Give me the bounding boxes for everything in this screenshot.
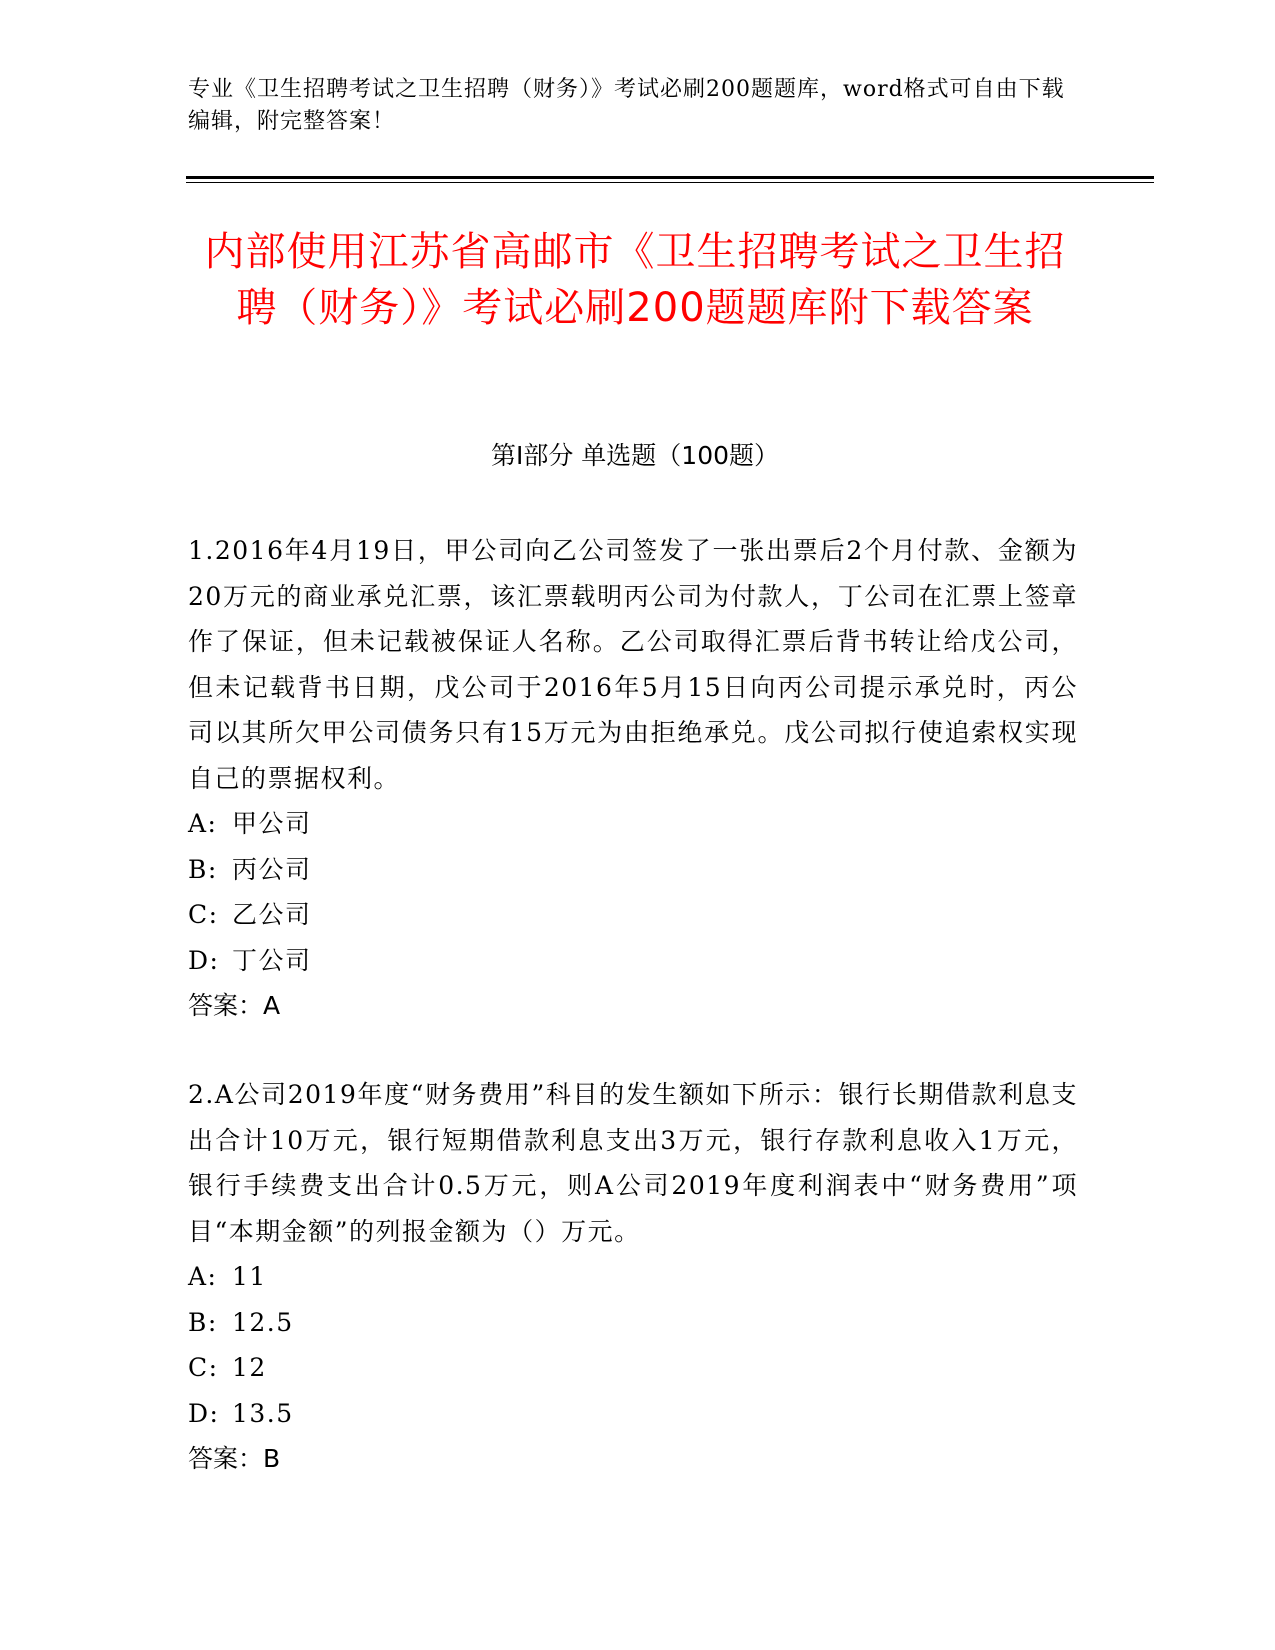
question-stem: 2.A公司2019年度“财务费用”科目的发生额如下所示：银行长期借款利息支出合计10万元，银行短期借款利息支出3万元，银行存款利息收入1万元，银行手续费支出合计0.5万元，则A公司2019年度利润表中“财务费用”项目“本期金额”的列报金额为（）万元。	[188, 1080, 1078, 1246]
option-text: 甲公司	[232, 809, 312, 838]
option-text: 12	[232, 1353, 267, 1382]
header-note: 专业《卫生招聘考试之卫生招聘（财务）》考试必刷200题题库，word格式可自由下载编辑，附完整答案！	[188, 77, 1065, 134]
option-a	[188, 1254, 1078, 1300]
option-b	[188, 1300, 1078, 1346]
option-text: 12.5	[232, 1307, 294, 1337]
option-a	[188, 801, 1078, 847]
header-rule-thick	[186, 176, 1154, 179]
option-letter: B:	[188, 1307, 218, 1337]
option-d	[188, 938, 1078, 984]
answer-line: 答案：A	[188, 991, 281, 1020]
question-1	[188, 528, 1078, 1029]
option-letter: D:	[188, 1398, 220, 1428]
answer-line: 答案：B	[188, 1444, 281, 1473]
option-text: 丁公司	[232, 945, 312, 975]
section-heading: 第Ⅰ部分 单选题（100题）	[490, 441, 780, 470]
option-d	[188, 1391, 1078, 1437]
option-text: 乙公司	[232, 900, 312, 929]
option-letter: D:	[188, 945, 220, 975]
header-rule-thin	[186, 182, 1154, 183]
option-c	[188, 892, 1078, 938]
option-letter: A:	[188, 1262, 218, 1291]
question-stem: 1.2016年4月19日，甲公司向乙公司签发了一张出票后2个月付款、金额为20万元的商业承兑汇票，该汇票载明丙公司为付款人，丁公司在汇票上签章作了保证，但未记载被保证人名称。乙公司取得汇票后背书转让给戊公司，但未记载背书日期，戊公司于2016年5月15日向丙公司提示承兑时，丙公司以其所欠甲公司债务只有15万元为由拒绝承兑。戊公司拟行使追索权实现自己的票据权利。	[188, 536, 1078, 793]
option-letter: A:	[188, 809, 218, 838]
document-title: 内部使用江苏省高邮市《卫生招聘考试之卫生招聘（财务）》考试必刷200题题库附下载答案	[204, 229, 1066, 331]
option-b	[188, 847, 1078, 893]
option-text: 11	[232, 1262, 267, 1291]
option-text: 13.5	[232, 1398, 294, 1428]
option-letter: B:	[188, 854, 218, 884]
option-text: 丙公司	[232, 854, 312, 884]
question-2	[188, 1072, 1078, 1482]
option-c	[188, 1345, 1078, 1391]
option-letter: C:	[188, 900, 219, 929]
option-letter: C:	[188, 1353, 219, 1382]
